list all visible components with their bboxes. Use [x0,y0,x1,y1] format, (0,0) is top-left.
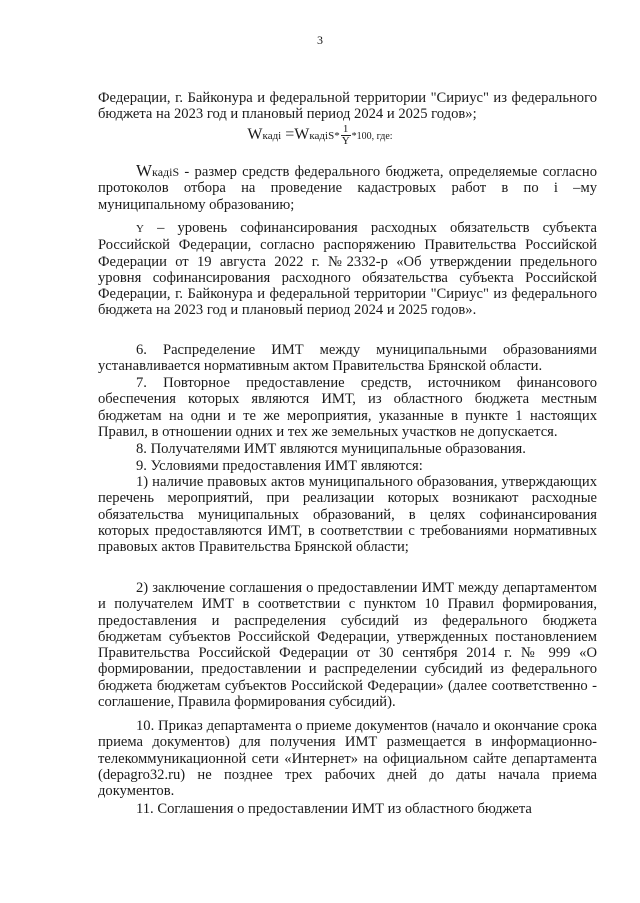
paragraph-9-1: 1) наличие правовых актов муниципального образования, утверждающих перечень мероприятий, при реализации которых возникают расходные обязательства муниципальных образований, в целях софинансирования которых предоставляются ИМТ, в соответствии с требованиями нормативных правовых актов Правительства Брянской области; [98,474,597,556]
definition-y [98,220,597,319]
formula-denominator: Y [341,135,350,147]
paragraph-9-2: 2) заключение соглашения о предоставлении ИМТ между департаментом и получателем ИМТ в соответствии с пунктом 10 Правил формирования, предоставления и распределения субсидий из федерального бюджета бюджетам субъектов Российской Федерации, утвержденных постановлением Правительства Российской Федерации от 30 сентября 2014 г. № 999 «О формировании, предоставлении и распределении субсидий из федерального бюджета бюджетам субъектов Российской Федерации» (далее соответственно - соглашение, Правила формирования субсидий). [98,580,597,711]
paragraph-11: 11. Соглашения о предоставлении ИМТ из областного бюджета [136,801,532,817]
paragraph-6: 6. Распределение ИМТ между муниципальными образованиями устанавливается нормативным актом Правительства Брянской области. [98,342,597,375]
definition-w-text: - размер средств федерального бюджета, определяемые согласно протоколов отбора на проведение кадастровых работ в по i –му муниципальному образованию; [98,164,597,213]
paragraph-10: 10. Приказ департамента о приеме документов (начало и окончание срока приема документов) для получения ИМТ размещается в информационно-телекоммуникационной сети «Интернет» на официальном сайте департамента (depagro32.ru) не позднее трех рабочих дней до даты начала приема документов. [98,718,597,800]
formula-times: * [334,129,340,142]
formula-numerator: 1 [341,124,351,136]
definition-y-text: – уровень софинансирования расходных обязательств субъекта Российской Федерации, согласно распоряжению Правительства Российской Федерации от 19 августа 2022 г. №2332-р «Об утверждении предельного уровня софинансирования расходного обязательства субъекта Российской Федерации, г. Байконура и федеральной территории "Сириус" из федерального бюджета на 2023 год и плановый период 2024 и 2025 годов». [98,220,597,319]
page-number: 3 [317,33,323,47]
formula-tail: *100, где: [351,130,393,142]
paragraph-intro: Федерации, г. Байконура и федеральной территории "Сириус" из федерального бюджета на 2023 год и плановый период 2024 и 2025 годов»; [98,90,597,123]
definition-w-sub: кадiS [152,165,180,179]
paragraph-8: 8. Получателями ИМТ являются муниципальные образования. [136,441,526,457]
definition-w [98,163,597,213]
formula-fraction [341,124,351,147]
paragraph-9: 9. Условиями предоставления ИМТ являются: [136,458,423,474]
definition-w-symbol: W [136,161,153,180]
formula-rhs-sub: кадiS [309,129,335,142]
definition-y-symbol: Y [136,223,144,235]
formula-lhs: W [247,125,263,143]
formula [0,124,640,147]
formula-lhs-sub: кадi [262,129,282,142]
formula-eq: =W [281,125,310,143]
paragraph-7: 7. Повторное предоставление средств, источником финансового обеспечения которых являются ИМТ, из областного бюджета местным бюджетам на одни и те же мероприятия, указанные в пункте 1 настоящих Правил, в отношении одних и тех же земельных участков не допускается. [98,375,597,440]
